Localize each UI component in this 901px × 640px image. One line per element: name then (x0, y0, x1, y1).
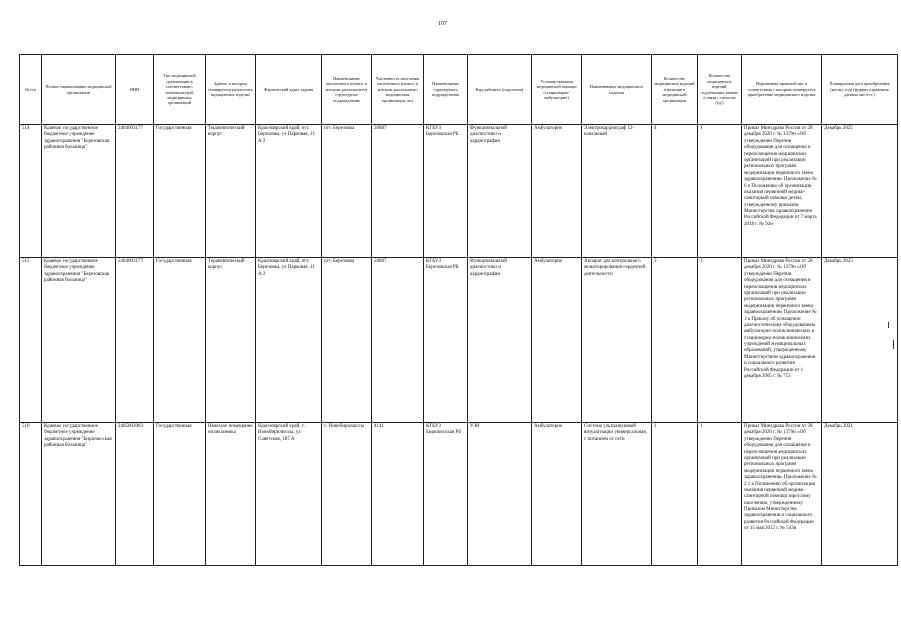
cabinet: Функциональной диагностики и кардиографии (468, 258, 532, 423)
building: Терапевтический корпус (206, 258, 256, 423)
address: Красноярский край, пгт. Березовка, ул Парковая, 11 А 2 (256, 125, 322, 258)
unit: КГБУЗ Березовская РБ (424, 258, 468, 423)
unit: КГБУЗ Бирилюсская РБ (424, 423, 468, 566)
conditions: Амбулаторно (532, 125, 582, 258)
planned-date: Декабрь 2025 (822, 258, 898, 423)
qty-replace: 1 (698, 423, 742, 566)
column-header: ИНН (116, 55, 154, 125)
settlement: пгт. Березовка (322, 125, 372, 258)
column-header: Нормативно-правовой акт, в соответствии с которым планируется приобретение медицинского изделия (742, 55, 822, 125)
legal-act: Приказ Минздрава России от 28 декабря 2020 г. № 1379н «Об утверждении Перечня оборудования для оснащения и переоснащения медицинских организаций при реализации региональных программ модернизации первичного звена здравоохранения» Приложение № 6 к Положению об организации оказания первичной медико-санитарной помощи детям, утвержденному приказом Министерства здравоохранения Российской Федерации от 7 марта 2018 г. № 92н (742, 125, 822, 258)
legal-act: Приказ Минздрава России от 28 декабря 2020 г. № 1379н «Об утверждении Перечня оборудования для оснащения и переоснащения медицинских организаций при реализации региональных программ модернизации первичного звена здравоохранения» Приложение № 1 к Приказу об оснащении диагностическим оборудованием амбулаторно-поликлинических и стационарно-поликлинических учреждений муниципальных образований, утвержденному Министерством здравоохранения и социального развития Российской Федерации от 1 декабря 2005 г. № 753 (742, 258, 822, 423)
table-row (20, 125, 898, 258)
scan-mark (893, 340, 894, 349)
org-type: Государственная (154, 258, 206, 423)
page-number: 107 (438, 21, 447, 27)
population: 20887 (372, 125, 424, 258)
inn: 2405002063 (116, 423, 154, 566)
settlement: пгт. Березовка (322, 258, 372, 423)
column-header: Наименование медицинского изделия (582, 55, 652, 125)
column-header: Фактический адрес здания (256, 55, 322, 125)
settlement: с. Новобирилюссы (322, 423, 372, 566)
conditions: Амбулаторно (532, 423, 582, 566)
column-header: Количество медицинских изделий, подлежащих замене в связи с износом (ед.) (698, 55, 742, 125)
device: Аппарат для контрольного мониторирования сердечной деятельности (582, 258, 652, 423)
column-header: Численность населения населенного пункта, в котором расположено медицинская организация, чел (372, 55, 424, 125)
unit: КГБУЗ Березовская РБ (424, 125, 468, 258)
qty-replace: 1 (698, 125, 742, 258)
qty-available: 3 (652, 258, 698, 423)
inn: 2404003177 (116, 258, 154, 423)
column-header: Наименование населенного пункта, в котором располагается структурное подразделение (322, 55, 372, 125)
column-header: Условия оказания медицинской помощи (стационарно/амбулаторно) (532, 55, 582, 125)
column-header: Здание, в котором планируется разместить медицинское изделие (206, 55, 256, 125)
column-header: Планируемая дата приобретения (месяц, год) (формат отражения данных мм гггг.) (822, 55, 898, 125)
qty-replace: 1 (698, 258, 742, 423)
conditions: Амбулаторно (532, 258, 582, 423)
column-header: Количество медицинских изделий в наличии в медицинской организации (652, 55, 698, 125)
scan-mark (888, 322, 889, 328)
column-header: № п/п (20, 55, 42, 125)
address: Красноярский край, с. Новобирилюссы, ул Советская, 187 А (256, 423, 322, 566)
building: Терапевтический корпус (206, 125, 256, 258)
planned-date: Декабрь 2025 (822, 125, 898, 258)
population: 20887 (372, 258, 424, 423)
org-name: Краевое государственное бюджетное учреждение здравоохранения "Березовская районная больница" (42, 125, 116, 258)
inn: 2404003177 (116, 125, 154, 258)
column-header: Тип медицинской организации в соответствии с номенклатурой медицинских организаций (154, 55, 206, 125)
org-name: Краевое государственное бюджетное учреждение здравоохранения "Березовская районная больница" (42, 258, 116, 423)
org-type: Государственная (154, 125, 206, 258)
cabinet: Функциональной диагностики и кардиографии (468, 125, 532, 258)
table-row (20, 423, 898, 566)
building: Нежилое помещение поликлиника (206, 423, 256, 566)
column-header: Наименование структурного подразделения (424, 55, 468, 125)
table-header-row (20, 55, 898, 125)
population: 4141 (372, 423, 424, 566)
row-number: 514 (20, 125, 42, 258)
planned-date: Декабрь 2021 (822, 423, 898, 566)
device: Система ультразвуковой визуализации универсальная, с питанием от сети (582, 423, 652, 566)
column-header: Полное наименование медицинской организации (42, 55, 116, 125)
org-name: Краевое государственное бюджетное учреждение здравоохранения "Бирилюсская районная больница" (42, 423, 116, 566)
address: Красноярский край, пгт. Березовка, ул Парковая, 11 А 2 (256, 258, 322, 423)
row-number: 515 (20, 258, 42, 423)
equipment-table (19, 54, 898, 566)
device: Электрокардиограф 12-канальный (582, 125, 652, 258)
table-row (20, 258, 898, 423)
legal-act: Приказ Минздрава России от 28 декабря 2020 г. № 1379н «Об утверждении Перечня оборудования для оснащения и переоснащения медицинских организаций при реализации региональных программ модернизации первичного звена здравоохранения» Приложение № 2 1 к Положению об организации оказания первичной медико-санитарной помощи взрослому населению, утвержденному Приказом Министерства здравоохранения и социального развития Российской Федерации от 15 мая 2012 г. № 543н (742, 423, 822, 566)
org-type: Государственная (154, 423, 206, 566)
qty-available: 1 (652, 423, 698, 566)
qty-available: 4 (652, 125, 698, 258)
column-header: Вид кабинета (отделения) (468, 55, 532, 125)
cabinet: УЗИ (468, 423, 532, 566)
row-number: 516 (20, 423, 42, 566)
